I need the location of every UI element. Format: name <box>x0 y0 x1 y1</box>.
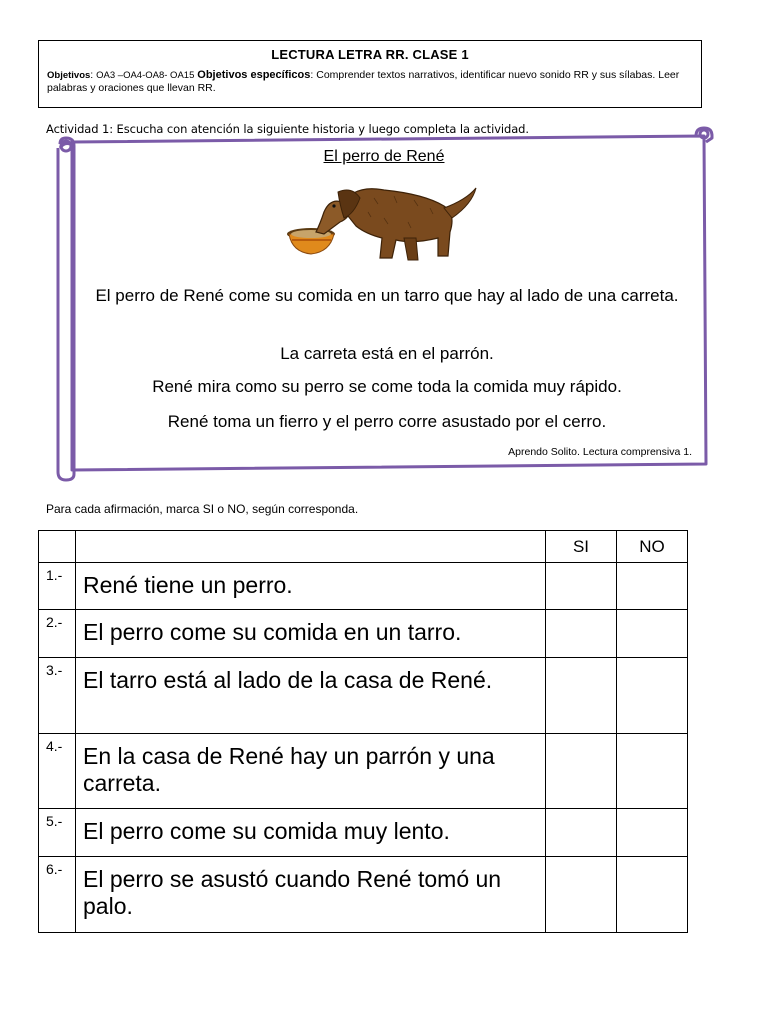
table-instruction: Para cada afirmación, marca SI o NO, según corresponda. <box>46 502 359 516</box>
dog-eating-illustration <box>284 178 484 264</box>
answers-table <box>38 530 688 933</box>
header-num-cell <box>39 531 76 563</box>
table-row <box>39 563 688 610</box>
no-answer-cell[interactable] <box>617 658 688 734</box>
table-row <box>39 857 688 933</box>
objectives: Objetivos: OA3 –OA4-OA8- OA15 Objetivos específicos: Comprender textos narrativos, identificar nuevo sonido RR y sus sílabas. Leer palabras y oraciones que llevan RR. <box>47 69 680 94</box>
row-statement: El perro come su comida en un tarro. <box>76 610 546 658</box>
header-no: NO <box>617 531 688 563</box>
si-answer-cell[interactable] <box>546 734 617 809</box>
no-answer-cell[interactable] <box>617 563 688 610</box>
table-row <box>39 610 688 658</box>
header-box <box>38 40 702 108</box>
table-row <box>39 809 688 857</box>
si-answer-cell[interactable] <box>546 610 617 658</box>
specific-objectives-text: Comprender textos narrativos, identificar nuevo sonido RR y sus sílabas. Leer palabras y oraciones que llevan RR. <box>47 69 680 94</box>
row-statement: En la casa de René hay un parrón y una carreta. <box>76 734 546 809</box>
row-number: 1.- <box>39 563 76 610</box>
no-answer-cell[interactable] <box>617 610 688 658</box>
specific-objectives-label: Objetivos específicos <box>197 69 311 81</box>
row-number: 6.- <box>39 857 76 933</box>
row-number: 3.- <box>39 658 76 734</box>
table-row <box>39 734 688 809</box>
si-answer-cell[interactable] <box>546 563 617 610</box>
header-statement-cell <box>76 531 546 563</box>
table-row <box>39 658 688 734</box>
story-title: El perro de René <box>323 148 445 165</box>
si-answer-cell[interactable] <box>546 809 617 857</box>
objectives-label: Objetivos <box>47 70 91 81</box>
no-answer-cell[interactable] <box>617 857 688 933</box>
header-si: SI <box>546 531 617 563</box>
row-number: 5.- <box>39 809 76 857</box>
row-statement: El tarro está al lado de la casa de René. <box>76 658 546 734</box>
row-statement: El perro se asustó cuando René tomó un palo. <box>76 857 546 933</box>
story-line-3: René mira como su perro se come toda la comida muy rápido. <box>152 377 622 396</box>
objectives-codes: OA3 –OA4-OA8- OA15 <box>96 70 195 81</box>
story-line-2: La carreta está en el parrón. <box>280 344 494 363</box>
activity-instruction: Actividad 1: Escucha con atención la siguiente historia y luego completa la actividad. <box>46 122 529 136</box>
story-line-4: René toma un fierro y el perro corre asustado por el cerro. <box>167 412 607 431</box>
table-header-row <box>39 531 688 563</box>
page-title: LECTURA LETRA RR. CLASE 1 <box>271 47 469 62</box>
story-line-1: El perro de René come su comida en un tarro que hay al lado de una carreta. <box>95 286 679 305</box>
row-number: 4.- <box>39 734 76 809</box>
row-statement: El perro come su comida muy lento. <box>76 809 546 857</box>
si-answer-cell[interactable] <box>546 857 617 933</box>
row-number: 2.- <box>39 610 76 658</box>
no-answer-cell[interactable] <box>617 734 688 809</box>
no-answer-cell[interactable] <box>617 809 688 857</box>
si-answer-cell[interactable] <box>546 658 617 734</box>
row-statement: René tiene un perro. <box>76 563 546 610</box>
story-source: Aprendo Solito. Lectura comprensiva 1. <box>508 446 692 458</box>
